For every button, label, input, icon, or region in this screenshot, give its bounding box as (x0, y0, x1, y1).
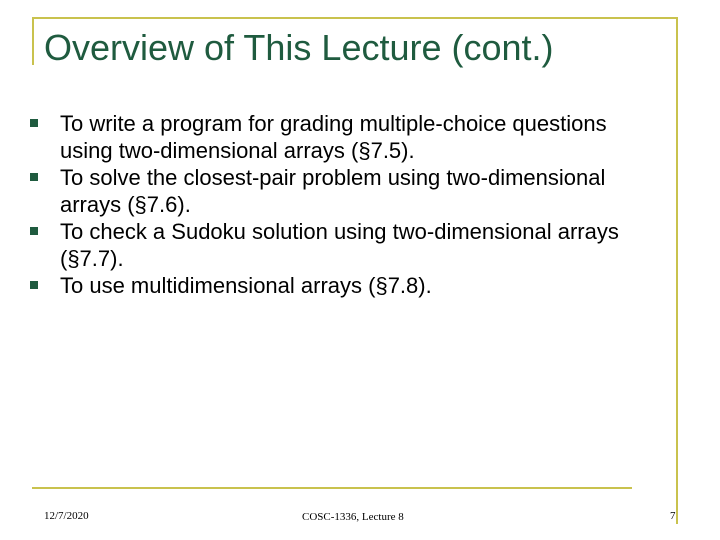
frame-right-line (676, 17, 678, 524)
bullet-text: To solve the closest-pair problem using two-dimensional arrays (§7.6). (60, 165, 606, 217)
square-bullet-icon (30, 173, 38, 181)
bullet-text: To use multidimensional arrays (§7.8). (60, 273, 432, 298)
bullet-item (30, 218, 650, 272)
bullet-item (30, 110, 650, 164)
footer-page-number: 7 (670, 510, 676, 522)
footer-date: 12/7/2020 (44, 510, 89, 522)
bullet-list (30, 110, 650, 299)
frame-left-line (32, 17, 34, 65)
square-bullet-icon (30, 281, 38, 289)
bullet-text: To check a Sudoku solution using two-dimensional arrays (§7.7). (60, 219, 619, 271)
frame-top-line (32, 17, 678, 19)
slide-title: Overview of This Lecture (cont.) (44, 27, 554, 68)
bullet-text: To write a program for grading multiple-choice questions using two-dimensional arrays (§7.5). (60, 111, 607, 163)
footer-course: COSC-1336, Lecture 8 (302, 511, 404, 523)
frame-bottom-line (32, 487, 632, 489)
square-bullet-icon (30, 227, 38, 235)
bullet-item (30, 272, 650, 299)
square-bullet-icon (30, 119, 38, 127)
bullet-item (30, 164, 650, 218)
